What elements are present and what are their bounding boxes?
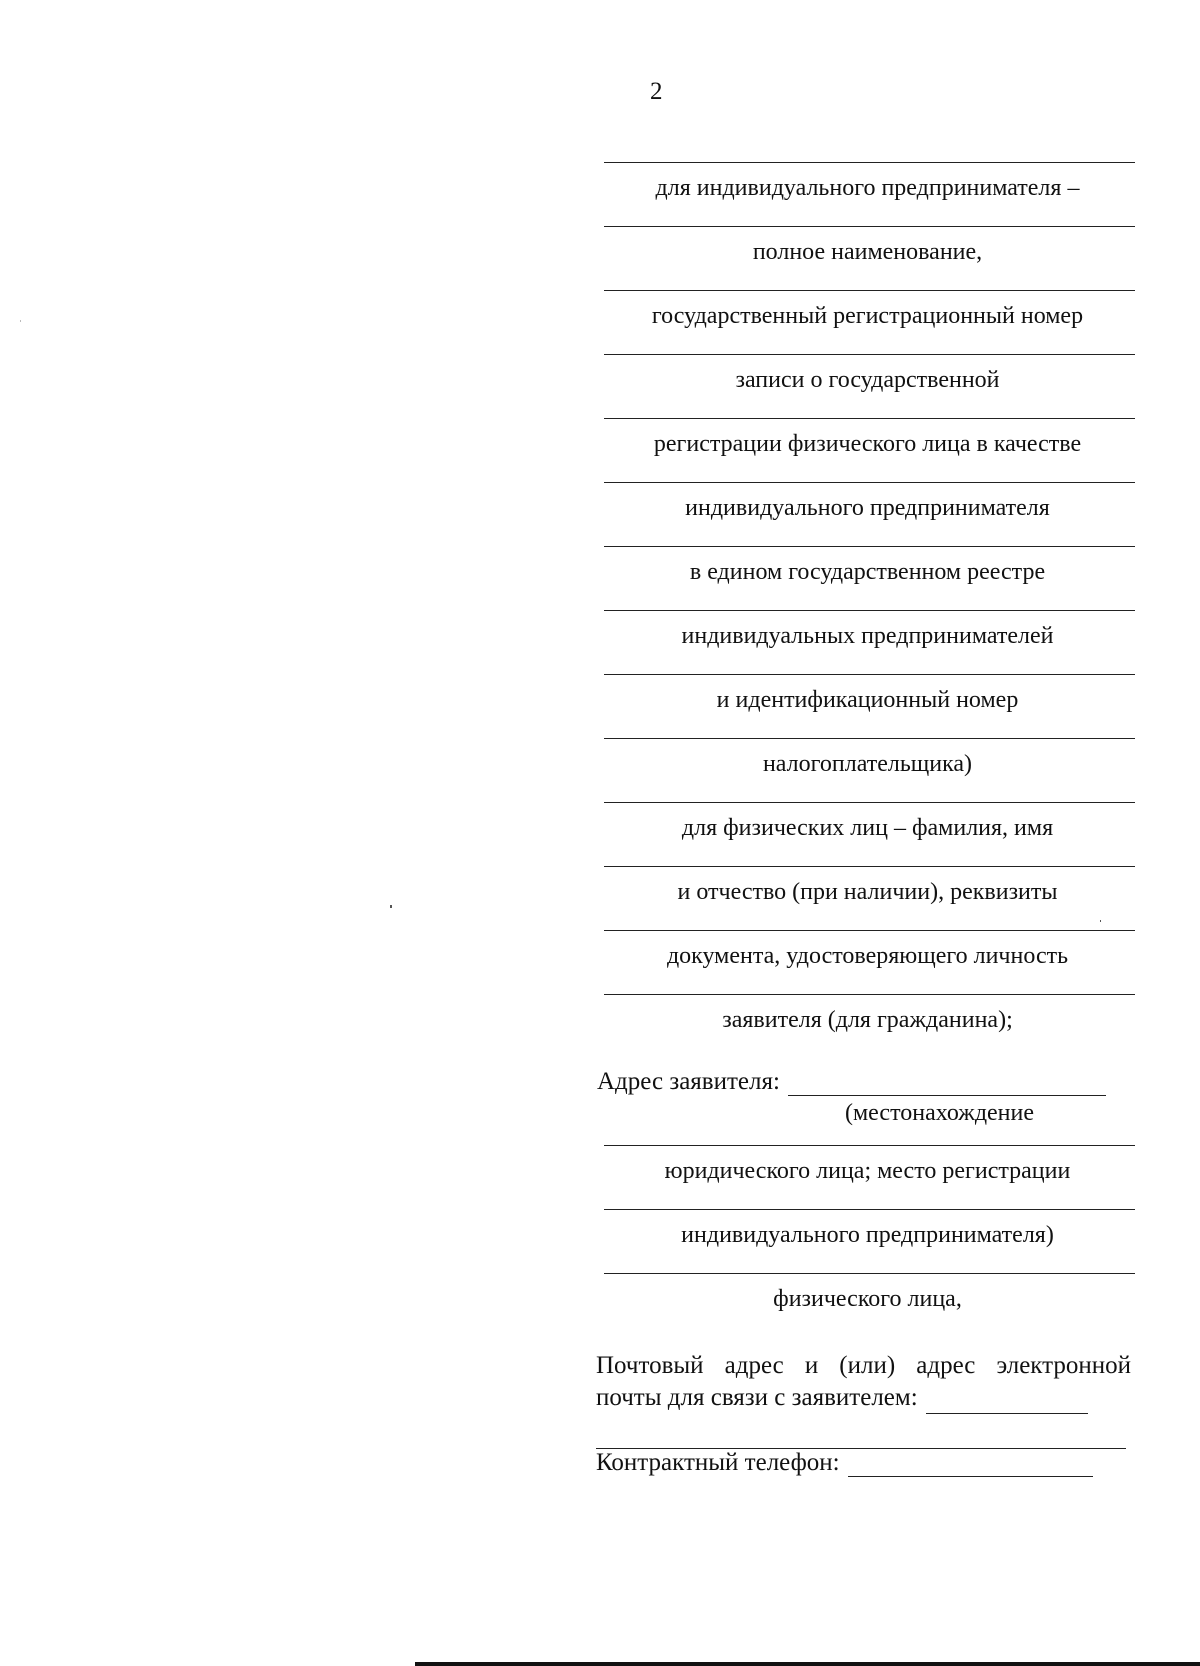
- line-caption: государственный регистрационный номер: [651, 303, 1084, 329]
- page-number: 2: [650, 78, 663, 105]
- phone-row: [596, 1449, 1131, 1477]
- email-contact-label: почты для связи с заявителем:: [596, 1384, 918, 1411]
- form-line[interactable]: [600, 610, 1135, 674]
- line-caption: налогоплательщика): [762, 751, 973, 777]
- form-line[interactable]: [600, 674, 1135, 738]
- address-line[interactable]: [600, 1209, 1135, 1273]
- line-caption: физического лица,: [773, 1286, 962, 1312]
- blank-line: [604, 738, 1135, 739]
- line-caption: в едином государственном реестре: [689, 559, 1046, 585]
- blank-line: [604, 1145, 1135, 1146]
- contact-block: [596, 1350, 1131, 1477]
- blank-line: [604, 866, 1135, 867]
- form-line[interactable]: [600, 546, 1135, 610]
- address-block: [597, 1068, 1137, 1337]
- blank-line: [604, 674, 1135, 675]
- address-input-line[interactable]: [788, 1073, 1106, 1096]
- form-line[interactable]: [600, 866, 1135, 930]
- blank-line: [604, 226, 1135, 227]
- page-bottom-edge: [415, 1662, 1200, 1666]
- line-caption: для физических лиц – фамилия, имя: [681, 815, 1054, 841]
- form-line[interactable]: [600, 994, 1135, 1058]
- line-caption: индивидуального предпринимателя: [685, 495, 1050, 521]
- blank-line: [604, 482, 1135, 483]
- blank-line: [604, 994, 1135, 995]
- address-hint: (местонахождение: [845, 1100, 1035, 1126]
- form-line[interactable]: [600, 162, 1135, 226]
- line-caption: и отчество (при наличии), реквизиты: [677, 879, 1058, 905]
- form-line[interactable]: [600, 290, 1135, 354]
- address-line[interactable]: [600, 1145, 1135, 1209]
- phone-input-line[interactable]: [848, 1454, 1093, 1477]
- scan-speck: [390, 905, 392, 908]
- blank-line: [604, 290, 1135, 291]
- blank-line: [604, 930, 1135, 931]
- line-caption: для индивидуального предпринимателя –: [655, 175, 1080, 201]
- line-caption: индивидуального предпринимателя): [681, 1222, 1054, 1248]
- form-line[interactable]: [600, 738, 1135, 802]
- form-line[interactable]: [600, 802, 1135, 866]
- form-line[interactable]: [600, 418, 1135, 482]
- form-line[interactable]: [600, 226, 1135, 290]
- scan-speck: [20, 320, 21, 322]
- blank-line: [604, 546, 1135, 547]
- address-label: Адрес заявителя:: [597, 1068, 780, 1095]
- postal-address-label-cont: [596, 1382, 1131, 1414]
- form-line[interactable]: [600, 482, 1135, 546]
- blank-line: [604, 1273, 1135, 1274]
- contact-input-line[interactable]: [926, 1391, 1088, 1414]
- blank-line: [604, 1209, 1135, 1210]
- line-caption: юридического лица; место регистрации: [664, 1158, 1071, 1184]
- line-caption: полное наименование,: [752, 239, 983, 265]
- scan-speck: [1100, 920, 1101, 922]
- postal-address-label: Почтовый адрес и (или) адрес электронной: [596, 1352, 1131, 1379]
- blank-line: [604, 802, 1135, 803]
- form-line[interactable]: [600, 354, 1135, 418]
- form-line[interactable]: [600, 930, 1135, 994]
- blank-line: [604, 354, 1135, 355]
- line-caption: документа, удостоверяющего личность: [666, 943, 1069, 969]
- blank-line: [604, 162, 1135, 163]
- phone-label: Контрактный телефон:: [596, 1449, 840, 1476]
- line-caption: записи о государственной: [735, 367, 1000, 393]
- line-caption: регистрации физического лица в качестве: [653, 431, 1082, 457]
- applicant-details-block: [600, 162, 1135, 1058]
- blank-line: [604, 610, 1135, 611]
- line-caption: и идентификационный номер: [716, 687, 1019, 713]
- blank-line: [604, 418, 1135, 419]
- line-caption: индивидуальных предпринимателей: [681, 623, 1054, 649]
- line-caption: заявителя (для гражданина);: [722, 1007, 1013, 1033]
- address-label-row: [597, 1068, 1137, 1096]
- address-line[interactable]: [600, 1273, 1135, 1337]
